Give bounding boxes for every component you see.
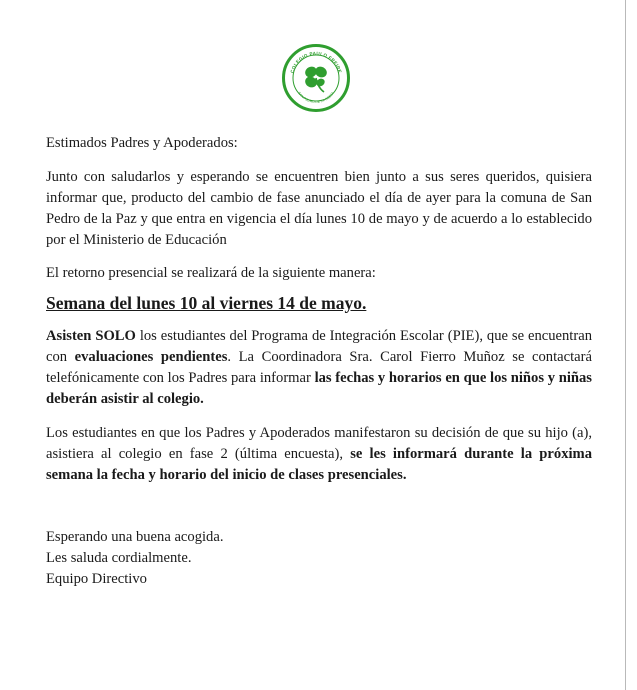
pie-bold-dates: las fechas y horarios en que los niños y niñas deberán asistir al colegio.	[46, 370, 592, 407]
letter-week-heading: Semana del lunes 10 al viernes 14 de mayo.	[46, 293, 367, 313]
closing-line-2: Les saluda cordialmente.	[46, 550, 192, 566]
letter-paragraph-pie	[46, 326, 592, 410]
pie-text-1: los estudiantes del Programa de Integración Escolar (PIE), que se encuentran con	[46, 328, 592, 365]
phase2-bold-info: se les informará durante la próxima semana la fecha y horario del inicio de clases presenciales.	[46, 446, 593, 483]
letter-paragraph-return: El retorno presencial se realizará de la siguiente manera:	[46, 265, 376, 281]
school-logo	[282, 44, 350, 112]
logo-school-name: COLEGIO PAULO FREIRE	[289, 50, 343, 74]
logo-location: SAN PEDRO DE LA COSTA	[297, 91, 335, 105]
pie-bold-attend: Asisten SOLO	[46, 328, 136, 344]
letter-paragraph-intro: Junto con saludarlos y esperando se encuentren bien junto a sus seres queridos, quisiera informar que, producto del cambio de fase anunciado el día de ayer para la comuna de San Pedro de la Paz y que entra en vigencia el día lunes 10 de mayo y de acuerdo a lo establecido por el Ministerio de Educación	[46, 169, 592, 248]
closing-line-1: Esperando una buena acogida.	[46, 529, 224, 545]
pie-bold-evaluations: evaluaciones pendientes	[74, 349, 228, 365]
closing-signature: Equipo Directivo	[46, 571, 147, 587]
phase2-text-1: Los estudiantes en que los Padres y Apoderados manifestaron su decisión de que su hijo (a), asistiera al colegio en fase 2 (última encuesta),	[46, 425, 592, 462]
pie-text-2: . La Coordinadora Sra. Carol Fierro Muñoz se contactará telefónicamente con los Padres para informar	[46, 349, 592, 386]
letter-greeting: Estimados Padres y Apoderados:	[46, 135, 238, 151]
letter-paragraph-phase2	[46, 423, 592, 486]
letter-closing	[46, 527, 592, 590]
